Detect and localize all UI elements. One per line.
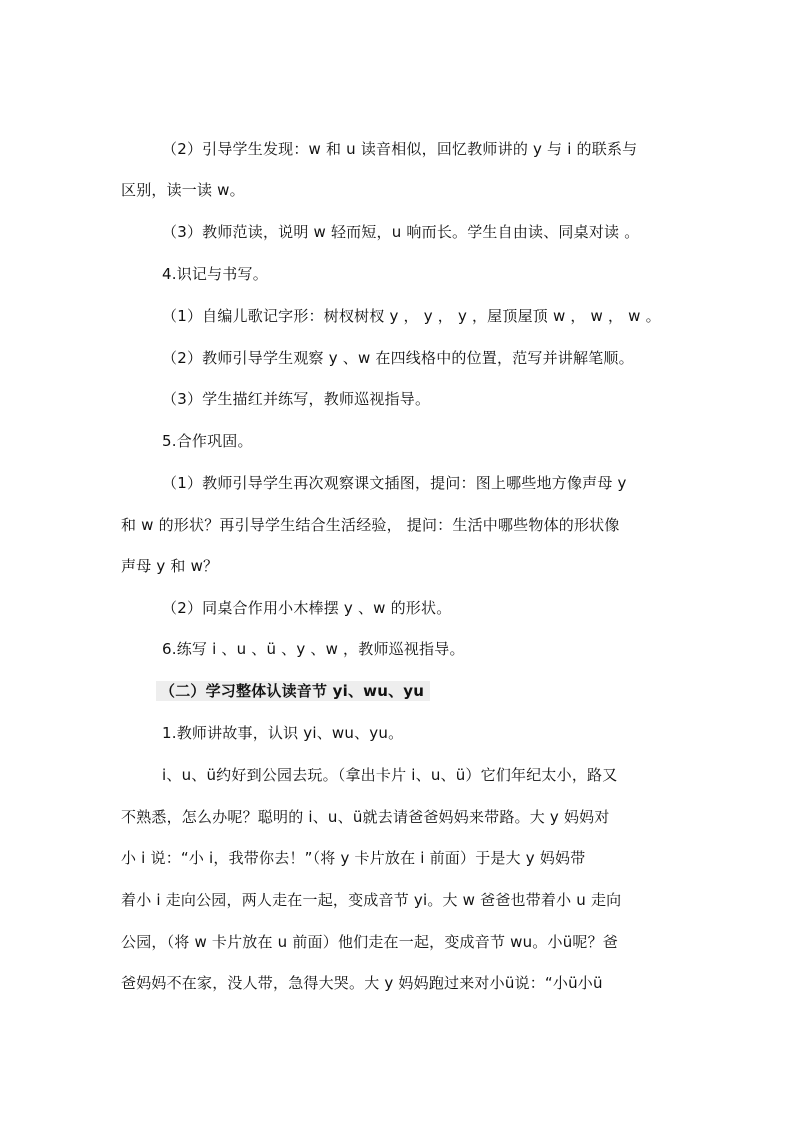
paragraph-line: 公园，（将 w 卡片放在 u 前面）他们走在一起，变成音节 wu。小ü呢？爸 (121, 933, 618, 951)
paragraph-line: （2）同桌合作用小木棒摆 y 、w 的形状。 (162, 599, 452, 617)
paragraph-line: 爸妈妈不在家，没人带，急得大哭。大 y 妈妈跑过来对小ü说：“小ü小ü (121, 974, 603, 992)
paragraph-line: 不熟悉，怎么办呢？聪明的 i、u、ü就去请爸爸妈妈来带路。大 y 妈妈对 (121, 808, 610, 826)
paragraph-line: i、u、ü约好到公园去玩。（拿出卡片 i、u、ü）它们年纪太小，路又 (162, 766, 618, 784)
paragraph-line: 小 i 说：“小 i，我带你去！”（将 y 卡片放在 i 前面）于是大 y 妈妈带 (121, 849, 586, 867)
paragraph-line: （3）学生描红并练写，教师巡视指导。 (162, 390, 431, 408)
paragraph-line: （2）教师引导学生观察 y 、w 在四线格中的位置，范写并讲解笔顺。 (162, 349, 634, 367)
paragraph-line: 6.练写 i 、u 、ü 、y 、w ，教师巡视指导。 (162, 640, 465, 658)
paragraph-line: 着小 i 走向公园，两人走在一起，变成音节 yi。大 w 爸爸也带着小 u 走向 (121, 891, 622, 909)
paragraph-line: 声母 y 和 w？ (121, 557, 219, 575)
paragraph-line: 1.教师讲故事，认识 yi、wu、yu。 (162, 724, 404, 742)
paragraph-line: （1）教师引导学生再次观察课文插图，提问：图上哪些地方像声母 y (162, 474, 627, 492)
paragraph-line: （3）教师范读，说明 w 轻而短，u 响而长。学生自由读、同桌对读 。 (162, 223, 640, 241)
paragraph-line: 和 w 的形状？再引导学生结合生活经验， 提问：生活中哪些物体的形状像 (121, 516, 620, 534)
paragraph-line: 区别，读一读 w。 (121, 181, 245, 199)
paragraph-line: （1）自编儿歌记字形：树杈树杈 y ， y ， y ，屋顶屋顶 w ， w ， w 。 (162, 307, 661, 325)
subsection-heading: （二）学习整体认读音节 yi、wu、yu (156, 681, 430, 701)
section-heading: 5.合作巩固。 (162, 432, 253, 450)
paragraph-line: （2）引导学生发现：w 和 u 读音相似，回忆教师讲的 y 与 i 的联系与 (162, 140, 638, 158)
section-heading: 4.识记与书写。 (162, 265, 268, 283)
